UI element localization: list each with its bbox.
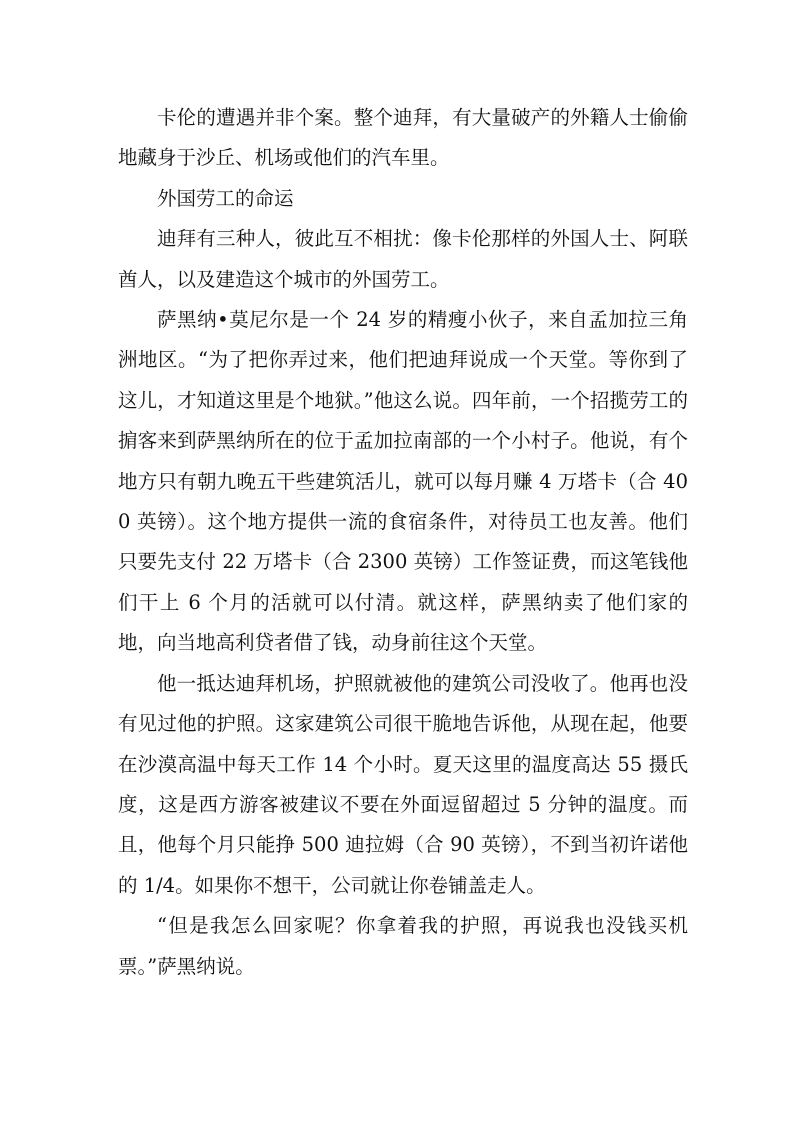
paragraph-three-groups: 迪拜有三种人，彼此互不相扰：像卡伦那样的外国人士、阿联酋人，以及建造这个城市的外国劳工。	[118, 227, 688, 291]
paragraph-intro: 卡伦的遭遇并非个案。整个迪拜，有大量破产的外籍人士偷偷地藏身于沙丘、机场或他们的汽车里。	[118, 106, 688, 170]
paragraph-arrival: 他一抵达迪拜机场，护照就被他的建筑公司没收了。他再也没有见过他的护照。这家建筑公司很干脆地告诉他，从现在起，他要在沙漠高温中每天工作 14 个小时。夏天这里的温度高达 55 摄氏度，这是西方游客被建议不要在外面逗留超过 5 分钟的温度。而且，他每个月只能挣 500 迪拉姆（合 90 英镑），不到当初许诺他的 1/4。如果你不想干，公司就让你卷铺盖走人。	[118, 671, 688, 897]
paragraph-recruitment: 萨黑纳•莫尼尔是一个 24 岁的精瘦小伙子，来自孟加拉三角洲地区。“为了把你弄过来，他们把迪拜说成一个天堂。等你到了这儿，才知道这里是个地狱。”他这么说。四年前，一个招揽劳工的掮客来到萨黑纳所在的位于孟加拉南部的一个小村子。他说，有个地方只有朝九晚五干些建筑活儿，就可以每月赚 4 万塔卡（合 400 英镑）。这个地方提供一流的食宿条件，对待员工也友善。他们只要先支付 22 万塔卡（合 2300 英镑）工作签证费，而这笔钱他们干上 6 个月的活就可以付清。就这样，萨黑纳卖了他们家的地，向当地高利贷者借了钱，动身前往这个天堂。	[118, 308, 688, 655]
section-heading: 外国劳工的命运	[157, 186, 294, 210]
article-body	[118, 98, 688, 987]
paragraph-quote: “但是我怎么回家呢？你拿着我的护照，再说我也没钱买机票。”萨黑纳说。	[118, 914, 688, 978]
